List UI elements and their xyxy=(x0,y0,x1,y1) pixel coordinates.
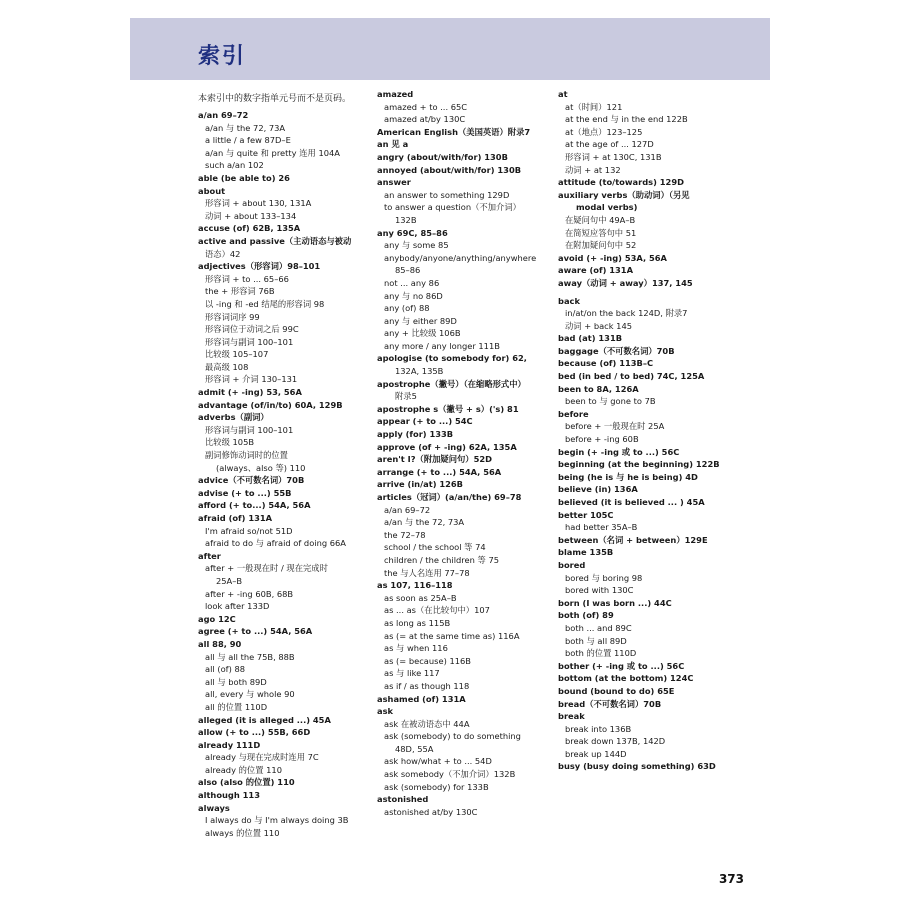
index-entry: break down 137B, 142D xyxy=(565,736,666,747)
index-entry: had better 35A–B xyxy=(565,522,638,533)
index-entry: ask (somebody) for 133B xyxy=(384,781,489,792)
index-entry: both (of) 89 xyxy=(558,610,614,621)
index-entry: any + 比较级 106B xyxy=(384,328,461,339)
index-entry: at the age of ... 127D xyxy=(565,139,654,150)
index-entry: arrange (+ to ...) 54A, 56A xyxy=(377,466,502,477)
index-entry: afraid to do 与 afraid of doing 66A xyxy=(205,538,346,549)
index-entry: 形容词 + 介词 130–131 xyxy=(205,374,298,385)
index-entry: ashamed (of) 131A xyxy=(377,693,466,704)
index-entry: all, every 与 whole 90 xyxy=(205,689,295,700)
index-entry: already 111D xyxy=(198,739,261,750)
index-entry: 动词 + back 145 xyxy=(565,320,633,331)
index-entry: the + 形容词 76B xyxy=(205,286,275,297)
index-column-3 xyxy=(558,88,738,773)
index-entry: 25A–B xyxy=(216,575,243,586)
index-entry: any 与 no 86D xyxy=(384,290,443,301)
index-entry: alleged (it is alleged ...) 45A xyxy=(198,714,331,725)
index-entry: beginning (at the beginning) 122B xyxy=(558,459,720,470)
index-entry: astonished xyxy=(377,794,429,805)
index-entry: 副词修饰动词时的位置 xyxy=(205,450,288,461)
index-entry: after + -ing 60B, 68B xyxy=(205,588,294,599)
page-number: 373 xyxy=(718,872,744,886)
index-entry: school / the school 等 74 xyxy=(384,542,486,553)
index-entry: an answer to something 129D xyxy=(384,189,510,200)
index-entry: after xyxy=(198,550,221,561)
index-entry: at the end 与 in the end 122B xyxy=(565,114,688,125)
index-column-2 xyxy=(377,88,557,818)
index-entry: answer xyxy=(377,177,411,188)
index-entry: about xyxy=(198,185,226,196)
index-entry: before + -ing 60B xyxy=(565,434,639,445)
index-entry: bound (bound to do) 65E xyxy=(558,685,675,696)
index-entry: (always、also 等) 110 xyxy=(216,462,306,473)
index-entry: 比较级 105B xyxy=(205,437,255,448)
index-entry: already 的位置 110 xyxy=(205,764,282,775)
index-entry: advantage (of/in/to) 60A, 129B xyxy=(198,399,343,410)
index-entry: adjectives（形容词）98–101 xyxy=(198,261,321,272)
index-entry: all (of) 88 xyxy=(205,664,245,675)
index-entry: a/an 69–72 xyxy=(198,110,249,120)
index-entry: 动词 + about 133–134 xyxy=(205,210,297,221)
index-entry: ask somebody（不加介词）132B xyxy=(384,769,516,780)
index-entry: as 107, 116–118 xyxy=(377,580,453,591)
index-entry: aware (of) 131A xyxy=(558,265,633,276)
index-entry: break xyxy=(558,711,585,722)
index-entry: being (he is 与 he is being) 4D xyxy=(558,471,698,482)
index-entry: bottom (at the bottom) 124C xyxy=(558,673,694,684)
index-entry: ask 在被动语态中 44A xyxy=(384,718,470,729)
index-entry: any more / any longer 111B xyxy=(384,340,500,351)
index-entry: ask xyxy=(377,706,394,717)
index-entry: modal verbs) xyxy=(576,202,638,213)
index-entry: 85–86 xyxy=(395,265,421,276)
index-entry: because (of) 113B–C xyxy=(558,358,654,369)
index-entry: 形容词词序 99 xyxy=(205,311,260,322)
index-entry: already 与现在完成时连用 7C xyxy=(205,752,319,763)
index-entry: both 与 all 89D xyxy=(565,635,627,646)
index-entry: aren't I?（附加疑问句）52D xyxy=(377,454,493,465)
index-entry: advice（不可数名词）70B xyxy=(198,475,305,486)
index-entry: active and passive（主动语态与被动 xyxy=(198,235,352,246)
index-entry: attitude (to/towards) 129D xyxy=(558,177,684,188)
index-entry: adverbs（副词） xyxy=(198,412,269,423)
index-entry: such a/an 102 xyxy=(205,160,264,171)
index-entry: a/an 与 quite 和 pretty 连用 104A xyxy=(205,147,340,158)
index-entry: both ... and 89C xyxy=(565,622,632,633)
page-title: 索引 xyxy=(198,44,247,69)
index-entry: I'm afraid so/not 51D xyxy=(205,525,293,536)
index-entry: as (= because) 116B xyxy=(384,655,471,666)
index-page xyxy=(130,18,770,900)
index-entry: the 与人名连用 77–78 xyxy=(384,567,470,578)
index-entry: any 与 some 85 xyxy=(384,240,449,251)
index-entry: 形容词位于动词之后 99C xyxy=(205,324,299,335)
index-entry: annoyed (about/with/for) 130B xyxy=(377,164,522,175)
index-entry: approve (of + -ing) 62A, 135A xyxy=(377,441,517,452)
index-entry: advise (+ to ...) 55B xyxy=(198,487,292,498)
index-entry: look after 133D xyxy=(205,601,270,612)
index-entry: the 72–78 xyxy=(384,529,426,540)
index-entry: as ... as（在比较句中）107 xyxy=(384,605,490,616)
index-entry: always 的位置 110 xyxy=(205,827,280,838)
index-entry: been to 8A, 126A xyxy=(558,383,639,394)
index-entry: break up 144D xyxy=(565,748,627,759)
index-entry: although 113 xyxy=(198,790,260,801)
index-entry: 在疑问句中 49A–B xyxy=(565,214,636,225)
index-entry: 形容词 + about 130, 131A xyxy=(205,198,312,209)
index-entry: to answer a question（不加介词） xyxy=(384,202,521,213)
index-entry: a/an 69–72 xyxy=(384,504,431,515)
index-entry: angry (about/with/for) 130B xyxy=(377,151,508,162)
index-entry: between（名词 + between）129E xyxy=(558,534,708,545)
index-entry: 形容词与副词 100–101 xyxy=(205,424,294,435)
index-entry: as if / as though 118 xyxy=(384,680,470,691)
index-entry: apply (for) 133B xyxy=(377,429,454,440)
index-entry: anybody/anyone/anything/anywhere xyxy=(384,252,537,263)
index-intro: 本索引中的数字指单元号而不是页码。 xyxy=(198,94,352,104)
index-entry: 形容词 + at 130C, 131B xyxy=(565,151,662,162)
index-entry: 以 -ing 和 -ed 结尾的形容词 98 xyxy=(205,298,325,309)
index-entry: ask how/what + to ... 54D xyxy=(384,756,492,767)
index-entry: away（动词 + away）137, 145 xyxy=(558,277,693,288)
index-entry: 最高级 108 xyxy=(205,361,249,372)
index-entry: appear (+ to ...) 54C xyxy=(377,416,473,427)
index-entry: 形容词 + to ... 65–66 xyxy=(205,273,289,284)
index-entry: as 与 like 117 xyxy=(384,668,440,679)
index-entry: apologise (to somebody for) 62, xyxy=(377,353,527,364)
index-entry: bored 与 boring 98 xyxy=(565,572,643,583)
index-entry: arrive (in/at) 126B xyxy=(377,479,464,490)
index-entry: begin (+ -ing 或 to ...) 56C xyxy=(558,446,680,457)
index-entry: American English（美国英语）附录7 xyxy=(377,126,531,137)
index-entry: bed (in bed / to bed) 74C, 125A xyxy=(558,371,705,382)
index-entry: articles（冠词）(a/an/the) 69–78 xyxy=(377,492,522,502)
index-entry: 在简短应答句中 51 xyxy=(565,227,637,238)
index-entry: not ... any 86 xyxy=(384,277,440,288)
index-entry: any 与 either 89D xyxy=(384,315,457,326)
index-entry: an 见 a xyxy=(377,139,409,150)
index-entry: baggage（不可数名词）70B xyxy=(558,345,675,356)
index-entry: as 与 when 116 xyxy=(384,643,448,654)
index-entry: avoid (+ -ing) 53A, 56A xyxy=(558,252,667,263)
index-entry: after + 一般现在时 / 现在完成时 xyxy=(205,563,328,574)
index-entry: I always do 与 I'm always doing 3B xyxy=(205,815,349,826)
index-entry: afraid (of) 131A xyxy=(198,513,273,523)
index-entry: any (of) 88 xyxy=(384,303,430,314)
index-entry: as soon as 25A–B xyxy=(384,592,457,603)
index-entry: 动词 + at 132 xyxy=(565,164,621,175)
index-entry: any 69C, 85–86 xyxy=(377,227,448,238)
index-entry: afford (+ to...) 54A, 56A xyxy=(198,500,311,511)
index-entry: children / the children 等 75 xyxy=(384,554,500,565)
index-entry: all 与 all the 75B, 88B xyxy=(205,651,295,662)
index-entry: all 与 both 89D xyxy=(205,676,267,687)
index-entry: apostrophe s（撇号 + s）('s) 81 xyxy=(377,403,519,414)
index-entry: all 的位置 110D xyxy=(205,701,268,712)
index-entry: a/an 与 the 72, 73A xyxy=(384,517,465,528)
index-entry: in/at/on the back 124D, 附录7 xyxy=(565,308,688,319)
index-column-1 xyxy=(198,109,378,839)
index-entry: amazed + to ... 65C xyxy=(384,101,468,112)
index-entry: bored with 130C xyxy=(565,585,634,596)
index-entry: blame 135B xyxy=(558,547,614,558)
index-entry: before + 一般现在时 25A xyxy=(565,421,665,432)
index-entry: always xyxy=(198,802,230,813)
index-entry: admit (+ -ing) 53, 56A xyxy=(198,387,302,398)
index-entry: 在附加疑问句中 52 xyxy=(565,240,637,251)
index-entry: amazed xyxy=(377,89,414,99)
index-entry: as long as 115B xyxy=(384,617,451,628)
index-entry: bother (+ -ing 或 to ...) 56C xyxy=(558,660,685,671)
index-entry: accuse (of) 62B, 135A xyxy=(198,223,301,234)
index-entry: busy (busy doing something) 63D xyxy=(558,761,716,772)
index-entry: all 88, 90 xyxy=(198,638,242,649)
index-entry: a little / a few 87D–E xyxy=(205,135,291,146)
index-entry: 附录5 xyxy=(395,391,417,402)
index-entry: astonished at/by 130C xyxy=(384,806,478,817)
index-entry: at（地点）123–125 xyxy=(565,126,643,137)
index-entry: born (I was born ...) 44C xyxy=(558,597,672,608)
index-entry: believed (it is believed ... ) 45A xyxy=(558,497,705,507)
index-entry: 132B xyxy=(395,214,417,225)
index-entry: better 105C xyxy=(558,509,614,520)
index-entry: ask (somebody) to do something xyxy=(384,731,521,742)
index-entry: as (= at the same time as) 116A xyxy=(384,630,520,641)
index-entry: 形容词与副词 100–101 xyxy=(205,336,294,347)
index-entry: believe (in) 136A xyxy=(558,484,638,495)
index-entry: break into 136B xyxy=(565,723,632,734)
index-entry: at xyxy=(558,89,568,99)
index-entry: before xyxy=(558,408,589,419)
index-entry: 48D, 55A xyxy=(395,743,434,754)
index-entry: auxiliary verbs（助动词）（另见 xyxy=(558,189,690,200)
index-entry: bored xyxy=(558,559,586,570)
index-entry: a/an 与 the 72, 73A xyxy=(205,122,286,133)
index-entry: 比较级 105–107 xyxy=(205,349,269,360)
index-entry: both 的位置 110D xyxy=(565,648,637,659)
index-entry: allow (+ to ...) 55B, 66D xyxy=(198,727,311,738)
index-entry: ago 12C xyxy=(198,613,236,624)
index-entry: agree (+ to ...) 54A, 56A xyxy=(198,626,313,637)
index-entry: able (be able to) 26 xyxy=(198,172,290,183)
index-entry: amazed at/by 130C xyxy=(384,114,466,125)
index-entry: back xyxy=(558,295,580,306)
index-entry: at（时间）121 xyxy=(565,101,623,112)
index-entry: also (also 的位置) 110 xyxy=(198,777,295,788)
index-entry: been to 与 gone to 7B xyxy=(565,396,656,407)
index-entry: bread（不可数名词）70B xyxy=(558,698,662,709)
index-entry: bad (at) 131B xyxy=(558,333,623,344)
index-entry: 语态）42 xyxy=(205,248,241,259)
index-entry: 132A, 135B xyxy=(395,366,444,377)
index-entry: apostrophe（撇号）（在缩略形式中） xyxy=(377,378,526,389)
